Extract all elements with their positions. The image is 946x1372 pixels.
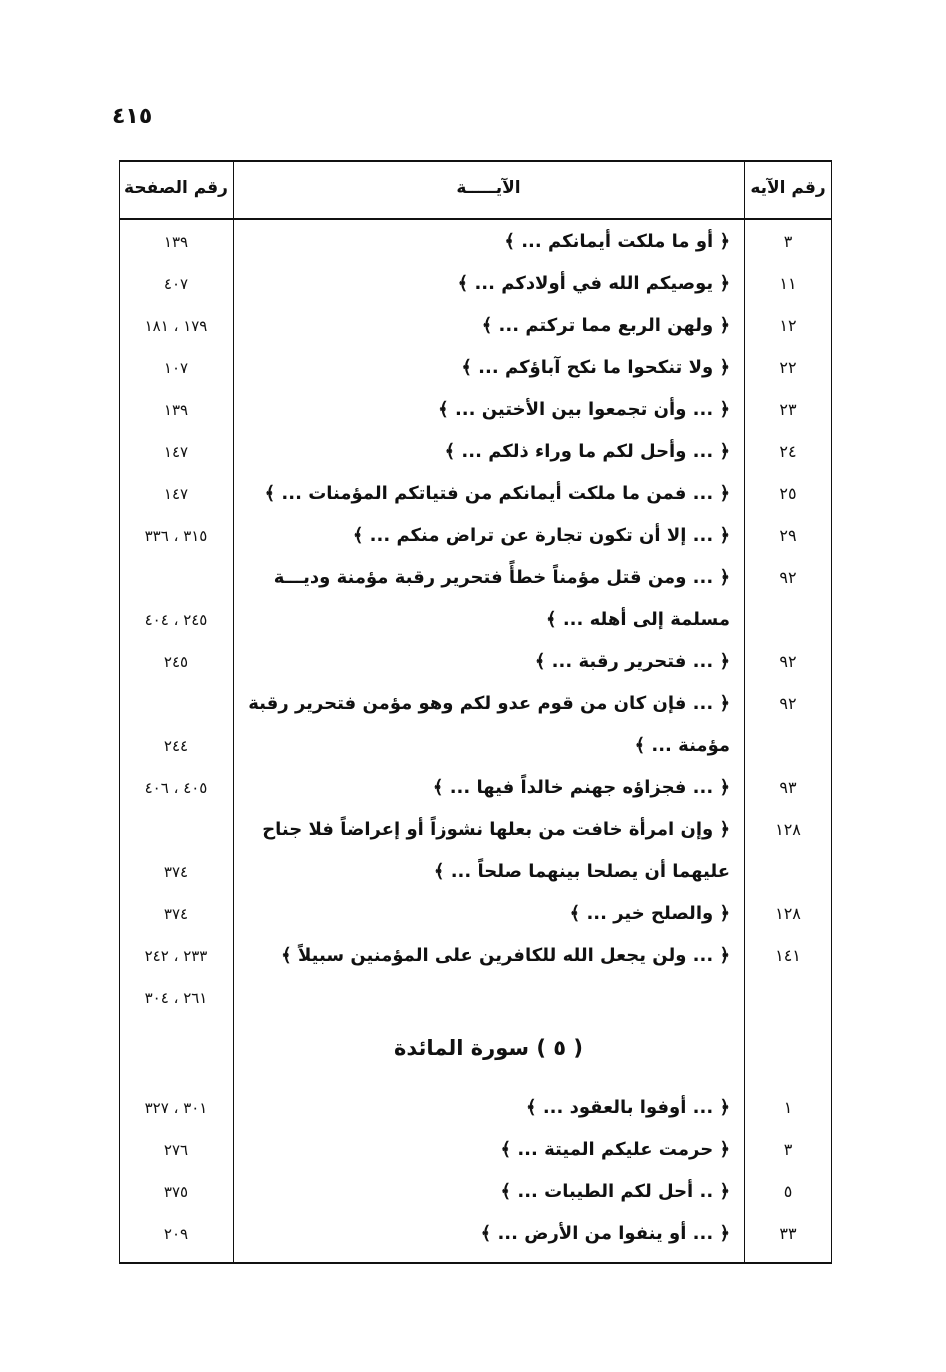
verse-text: ﴿ ... وأحل لكم ما وراء ذلكم ... ﴾ (444, 441, 730, 462)
table-row (119, 684, 832, 724)
table-row (119, 894, 832, 934)
page-reference: ١٠٧ (163, 359, 189, 377)
page-number: ٤١٥ (112, 104, 153, 129)
verse-text: ﴿ ... وأن تجمعوا بين الأختين ... ﴾ (438, 399, 730, 420)
page-reference: ١٧٩ ، ١٨١ (144, 317, 208, 335)
verse-text: مؤمنة ... ﴾ (634, 735, 730, 756)
page-reference: ٣١٥ ، ٣٣٦ (144, 527, 208, 545)
verse-text: ﴿ ... فتحرير رقبة ... ﴾ (534, 651, 730, 672)
table-row (119, 306, 832, 346)
page-reference: ٤٠٥ ، ٤٠٦ (144, 779, 208, 797)
verse-number: ٩٢ (779, 694, 797, 713)
table-row (119, 768, 832, 808)
table-row (119, 810, 832, 850)
table-row (119, 1172, 832, 1212)
verse-text: ﴿ حرمت عليكم الميتة ... ﴾ (500, 1139, 730, 1160)
verse-text: ﴿ يوصيكم الله في أولادكم ... ﴾ (457, 273, 730, 294)
table-row (119, 390, 832, 430)
verse-text: ﴿ ولهن الربع مما تركتم ... ﴾ (481, 315, 730, 336)
verse-number (744, 600, 832, 640)
page-reference: ١٣٩ (163, 233, 189, 251)
page-reference: ٢٣٣ ، ٢٤٢ (144, 947, 208, 965)
page-reference: ٢٠٩ (163, 1225, 189, 1243)
verse-number: ٣٣ (779, 1224, 797, 1243)
page-reference (119, 558, 233, 598)
page-reference: ١٤٧ (163, 485, 189, 503)
verse-number: ٩٢ (779, 652, 797, 671)
verse-number: ١٤١ (775, 946, 801, 965)
table-row (119, 222, 832, 262)
verse-text (233, 978, 730, 1018)
table-row (119, 852, 832, 892)
page-reference (119, 684, 233, 724)
header-verse: الآيـــــة (456, 178, 521, 198)
verse-text: مسلمة إلى أهله ... ﴾ (546, 609, 730, 630)
verse-text: ﴿ ... أو ينفوا من الأرض ... ﴾ (480, 1223, 730, 1244)
verse-number: ٣ (783, 1140, 793, 1159)
page-reference: ٣٧٤ (163, 863, 189, 881)
verse-number: ١ (783, 1098, 793, 1117)
table-row (119, 348, 832, 388)
page-reference: ٢٦١ ، ٣٠٤ (144, 989, 208, 1007)
verse-number: ٣ (783, 232, 793, 251)
verse-text: ﴿ ... فجزاؤه جهنم خالداً فيها ... ﴾ (432, 777, 730, 798)
verse-number: ٢٥ (779, 484, 797, 503)
page-reference: ٣٧٤ (163, 905, 189, 923)
verse-text: ﴿ ... فإن كان من قوم عدو لكم وهو مؤمن فتحرير رقبة (248, 693, 730, 714)
page-reference: ٣٠١ ، ٣٢٧ (144, 1099, 208, 1117)
verse-number: ١١ (779, 274, 797, 293)
table-row (119, 516, 832, 556)
verse-text: ﴿ ... ومن قتل مؤمناً خطأً فتحرير رقبة مؤمنة وديـــة (273, 567, 730, 588)
header-verse-number: رقم الآيه (750, 178, 826, 198)
table-row (119, 642, 832, 682)
table-row (119, 432, 832, 472)
table-row (119, 978, 832, 1018)
verse-text: ﴿ ... فمن ما ملكت أيمانكم من فتياتكم المؤمنات ... ﴾ (264, 483, 730, 504)
page-reference: ٢٤٤ (163, 737, 189, 755)
verse-number: ٢٤ (779, 442, 797, 461)
table-row (119, 1130, 832, 1170)
verse-number: ٥ (783, 1182, 793, 1201)
table-row (119, 936, 832, 976)
page-reference (119, 810, 233, 850)
verse-number (744, 978, 832, 1018)
verse-text: ﴿ وإن امرأة خافت من بعلها نشوزاً أو إعراضاً فلا جناح (262, 819, 730, 840)
verse-number: ٩٢ (779, 568, 797, 587)
verse-number (744, 726, 832, 766)
verse-number: ٢٢ (779, 358, 797, 377)
verse-text: ﴿ ... إلا أن تكون تجارة عن تراض منكم ... ﴾ (352, 525, 730, 546)
page-reference: ٢٤٥ (163, 653, 189, 671)
verse-text: ﴿ .. أحل لكم الطيبات ... ﴾ (500, 1181, 730, 1202)
verse-number: ٢٣ (779, 400, 797, 419)
table-row (119, 600, 832, 640)
verse-number: ١٢٨ (775, 904, 801, 923)
verse-number: ١٢٨ (775, 820, 801, 839)
verse-number: ٢٩ (779, 526, 797, 545)
verse-text: عليهما أن يصلحا بينهما صلحاً ... ﴾ (433, 861, 730, 882)
page-reference: ٤٠٧ (163, 275, 189, 293)
header-page-number: رقم الصفحة (124, 178, 228, 198)
verse-number: ٩٣ (779, 778, 797, 797)
verse-number (744, 852, 832, 892)
table-row (119, 264, 832, 304)
table-row (119, 558, 832, 598)
verse-text: ﴿ ... ولن يجعل الله للكافرين على المؤمنين سبيلاً ﴾ (281, 945, 730, 966)
page-reference: ٢٧٦ (163, 1141, 189, 1159)
table-row (119, 1214, 832, 1254)
table-row (119, 726, 832, 766)
page-reference: ١٣٩ (163, 401, 189, 419)
header-divider (119, 218, 832, 220)
table-row (119, 1088, 832, 1128)
verse-text: ﴿ أو ما ملكت أيمانكم ... ﴾ (504, 231, 730, 252)
verse-text: ﴿ ... أوفوا بالعقود ... ﴾ (526, 1097, 730, 1118)
page-reference: ١٤٧ (163, 443, 189, 461)
page-reference: ٢٤٥ ، ٤٠٤ (144, 611, 208, 629)
table-row (119, 474, 832, 514)
verse-text: ﴿ ولا تنكحوا ما نكح آباؤكم ... ﴾ (461, 357, 730, 378)
verse-number: ١٢ (779, 316, 797, 335)
surah-heading: ( ٥ ) سورة المائدة (393, 1036, 584, 1060)
page-reference: ٣٧٥ (163, 1183, 189, 1201)
verse-text: ﴿ والصلح خير ... ﴾ (569, 903, 730, 924)
